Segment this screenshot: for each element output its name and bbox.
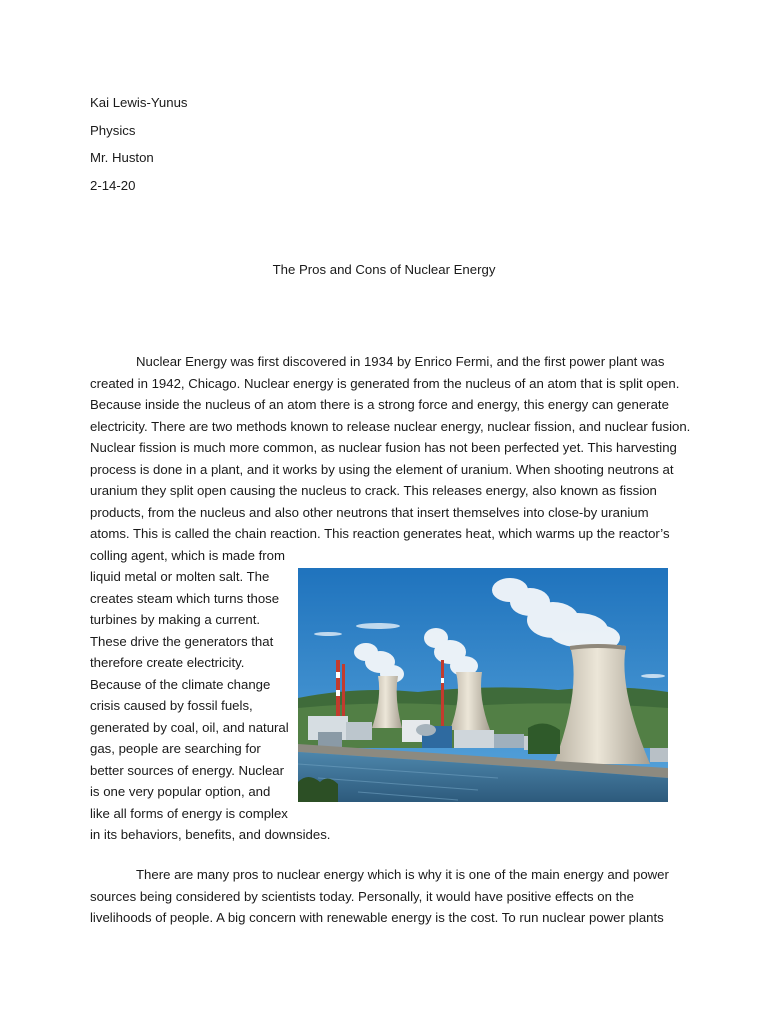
paragraph-line: liquid metal or molten salt. The (90, 569, 270, 584)
paragraph-line: creates steam which turns those (90, 590, 280, 606)
paragraph-line: Nuclear fission is much more common, as nuclear fusion has not been perfected yet. This harvesting (90, 440, 677, 455)
paragraph-line: These drive the generators that (90, 633, 274, 649)
paragraph-line: gas, people are searching for (90, 741, 261, 756)
paragraph-line: There are many pros to nuclear energy which is why it is one of the main energy and power (136, 867, 669, 882)
paragraph-line: generated by coal, oil, and natural (90, 719, 289, 735)
paragraph-line: sources being considered by scientists today. Personally, it would have positive effects on the (90, 888, 634, 904)
paragraph-line: created in 1942, Chicago. Nuclear energy is generated from the nucleus of an atom that is split open. (90, 375, 680, 391)
paragraph-line: Nuclear Energy was first discovered in 1934 by Enrico Fermi, and the first power plant was (136, 354, 665, 369)
subject-name: Physics (90, 123, 136, 138)
document-title: The Pros and Cons of Nuclear Energy (272, 262, 496, 277)
paragraph-line: Because of the climate change (90, 676, 271, 692)
paragraph-line: livelihoods of people. A big concern with renewable energy is the cost. To run nuclear power plants (90, 910, 664, 925)
paragraph-line: turbines by making a current. (90, 612, 261, 627)
document-date: 2-14-20 (90, 178, 136, 193)
paragraph-2 (90, 864, 690, 929)
author-name: Kai Lewis-Yunus (90, 95, 188, 110)
paragraph-line: in its behaviors, benefits, and downsides. (90, 827, 331, 842)
paragraph-line: process is done in a plant, and it works by using the element of uranium. When shooting neutrons at (90, 461, 674, 477)
paragraph-line: uranium they split open causing the nucleus to crack. This releases energy, also known as fission (90, 483, 657, 498)
paragraph-line: atoms. This is called the chain reaction. This reaction generates heat, which warms up the reactor’s (90, 526, 670, 541)
paragraph-line: Because inside the nucleus of an atom there is a strong force and energy, this energy can generate (90, 397, 669, 412)
paragraph-line: better sources of energy. Nuclear (90, 762, 284, 778)
paragraph-line: therefore create electricity. (90, 655, 245, 670)
teacher-name: Mr. Huston (90, 150, 154, 165)
paragraph-line: is one very popular option, and (90, 784, 271, 799)
paragraph-line: like all forms of energy is complex (90, 805, 288, 821)
paragraph-line: products, from the nucleus and also other neutrons that insert themselves into close-by uranium (90, 504, 649, 520)
paragraph-line: colling agent, which is made from (90, 547, 285, 563)
nuclear-plant-photo (298, 568, 668, 802)
paragraph-line: crisis caused by fossil fuels, (90, 698, 253, 713)
paragraph-line: electricity. There are two methods known to release nuclear energy, nuclear fission, and nuclear fusion. (90, 418, 691, 434)
